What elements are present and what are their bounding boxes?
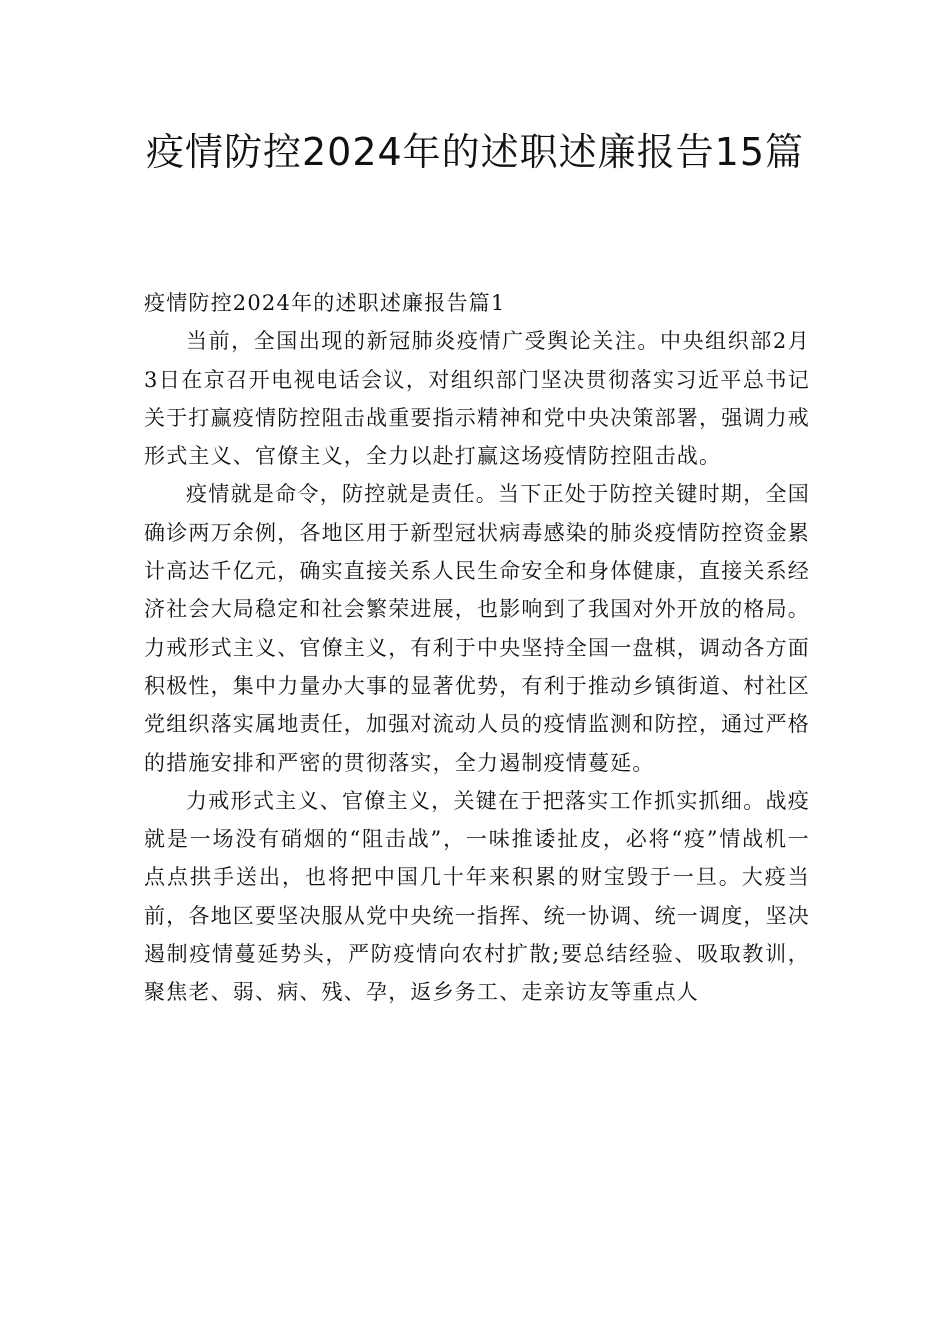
- paragraph-3: 力戒形式主义、官僚主义，关键在于把落实工作抓实抓细。战疫就是一场没有硝烟的“阻击战”，一味推诿扯皮，必将“疫”情战机一点点拱手送出，也将把中国几十年来积累的财宝毁于一旦。大疫当前，各地区要坚决服从党中央统一指挥、统一协调、统一调度，坚决遏制疫情蔓延势头，严防疫情向农村扩散;要总结经验、吸取教训，聚焦老、弱、病、残、孕，返乡务工、走亲访友等重点人: [144, 788, 810, 1005]
- paragraph-1: 当前，全国出现的新冠肺炎疫情广受舆论关注。中央组织部2月3日在京召开电视电话会议，对组织部门坚决贯彻落实习近平总书记关于打赢疫情防控阻击战重要指示精神和党中央决策部署，强调力戒形式主义、官僚主义，全力以赴打赢这场疫情防控阻击战。: [144, 329, 810, 469]
- section-heading: 疫情防控2024年的述职述廉报告篇1: [144, 291, 506, 315]
- paragraph-2: 疫情就是命令，防控就是责任。当下正处于防控关键时期，全国确诊两万余例，各地区用于新型冠状病毒感染的肺炎疫情防控资金累计高达千亿元，确实直接关系人民生命安全和身体健康，直接关系经济社会大局稳定和社会繁荣进展，也影响到了我国对外开放的格局。力戒形式主义、官僚主义，有利于中央坚持全国一盘棋，调动各方面积极性，集中力量办大事的显著优势，有利于推动乡镇街道、村社区党组织落实属地责任，加强对流动人员的疫情监测和防控，通过严格的措施安排和严密的贯彻落实，全力遏制疫情蔓延。: [144, 482, 810, 775]
- document-title: 疫情防控2024年的述职述廉报告15篇: [145, 130, 805, 174]
- document-body: [144, 284, 810, 1012]
